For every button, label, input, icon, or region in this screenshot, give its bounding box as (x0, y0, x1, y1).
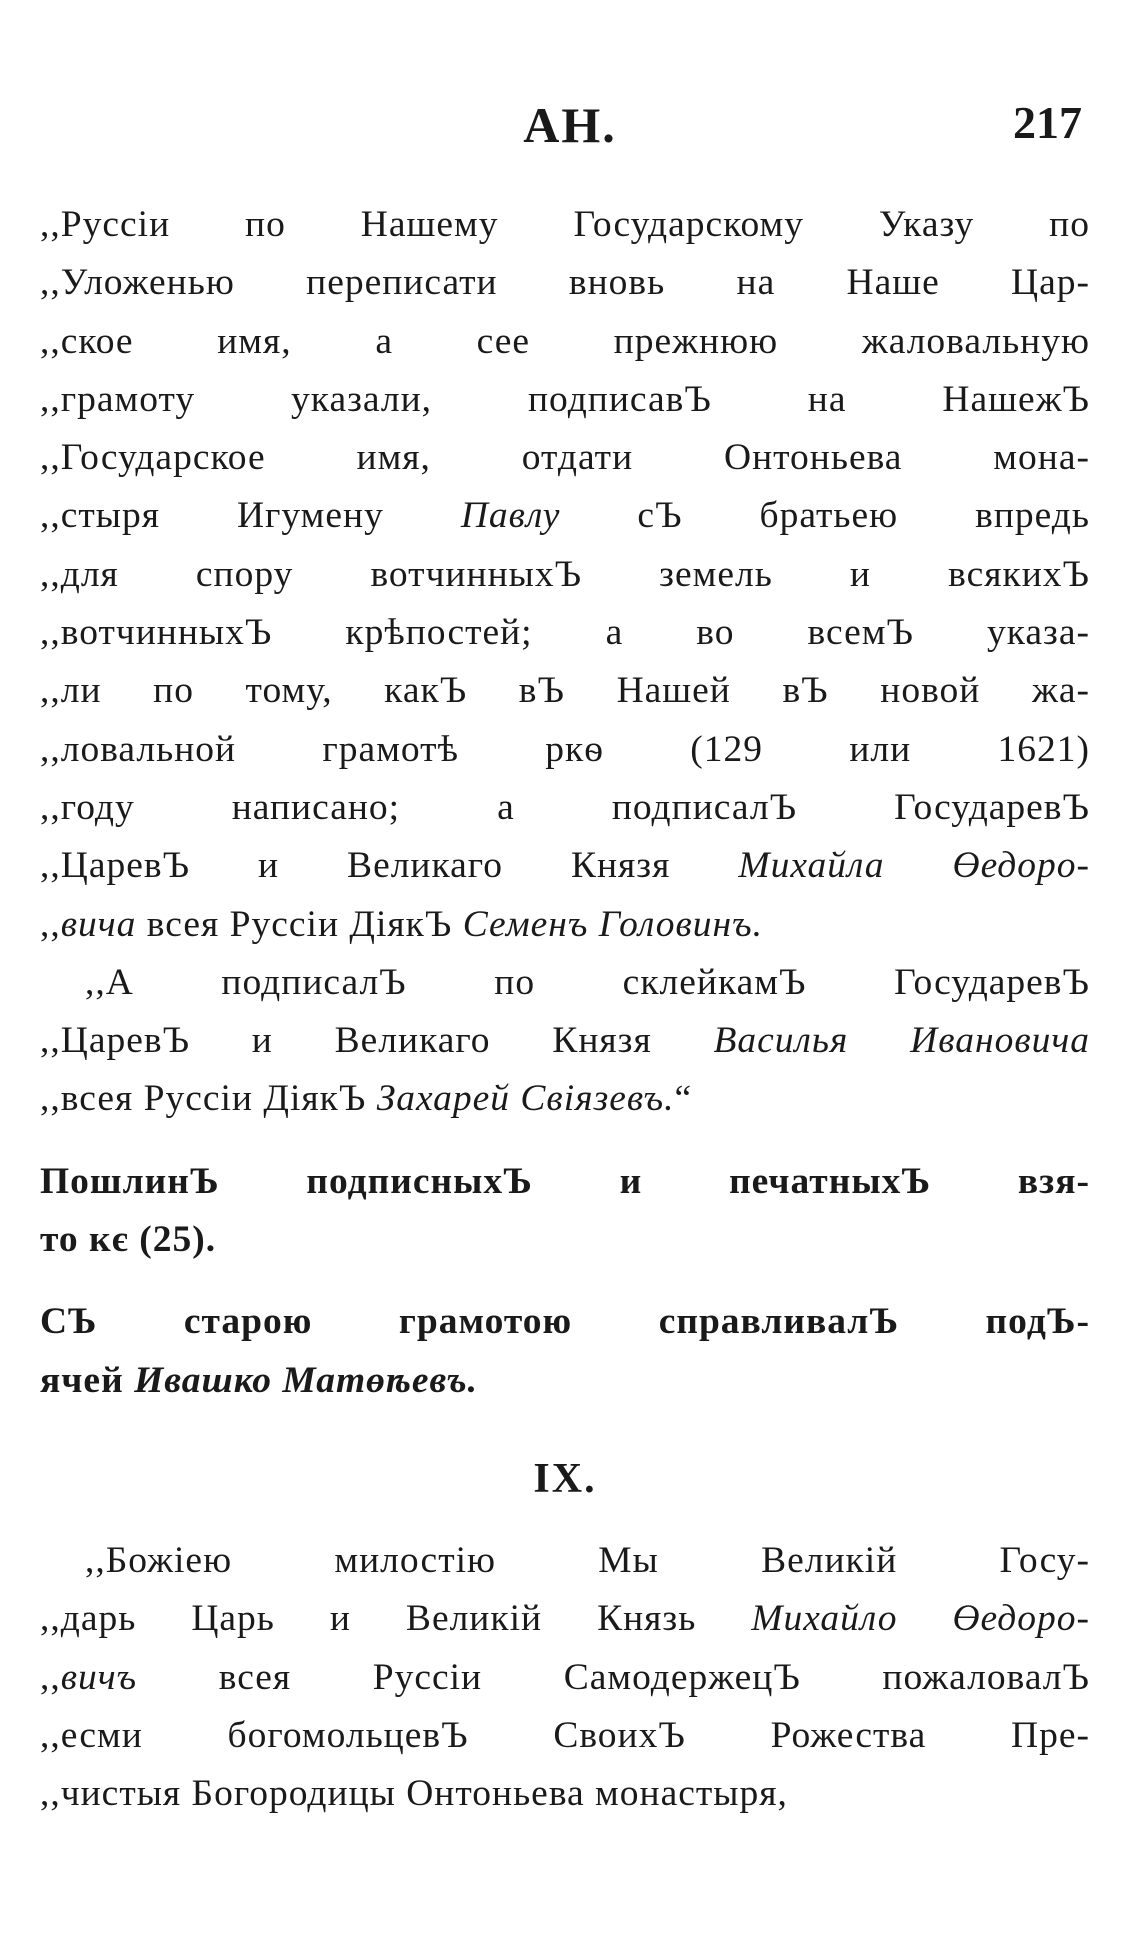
text-line (40, 954, 1090, 1012)
text-line (40, 1293, 1090, 1351)
text-segment: ,,дарь Царь и Великій Князь (40, 1598, 752, 1640)
text-line (40, 1649, 1090, 1707)
text-line (40, 1707, 1090, 1765)
text-segment: ,,есми богомольцевЪ СвоихЪ Рожества Пре- (40, 1714, 1090, 1756)
italic-text: Павлу (460, 495, 561, 537)
text-line (40, 779, 1090, 837)
text-line (40, 1590, 1090, 1648)
italic-text: вичъ (60, 1656, 138, 1698)
text-line (40, 1352, 1090, 1410)
text-segment: ,,Божіею милостію Мы Великій Госу- (85, 1539, 1090, 1581)
body-text (40, 196, 1090, 1823)
text-line (40, 837, 1090, 895)
text-line (40, 1765, 1090, 1823)
text-line (40, 546, 1090, 604)
paragraph-fees (40, 1153, 1090, 1270)
italic-text: Василья Ивановича (713, 1020, 1090, 1062)
text-segment: ,,грамоту указали, подписавЪ на НашежЪ (40, 378, 1090, 420)
text-segment: ,,чистыя Богородицы Онтоньева монастыря, (40, 1773, 788, 1815)
text-line (40, 1070, 1090, 1128)
paragraph-charter-continuation (40, 196, 1090, 954)
italic-text: Михайло Өедоро- (751, 1598, 1090, 1640)
italic-text: Захарей Свіязевъ. (376, 1078, 675, 1120)
text-segment: ,,Руссіи по Нашему Государскому Указу по (40, 204, 1090, 245)
text-segment: ,, (40, 1656, 61, 1698)
text-segment: ,,Уложенью переписати вновь на Наше Цар- (40, 262, 1090, 304)
text-segment: СЪ старою грамотою справливалЪ подЪ- (40, 1301, 1090, 1343)
section-title: IX. (533, 1455, 597, 1502)
text-line (40, 721, 1090, 779)
text-segment: ,,ское имя, а сее прежнюю жаловальную (40, 320, 1090, 362)
text-segment: ,,стыря Игумену (40, 495, 461, 537)
text-segment: всея Руссіи СамодержецЪ пожаловалЪ (137, 1656, 1090, 1698)
text-segment: то кє (25). (40, 1219, 217, 1261)
text-line (40, 196, 1090, 254)
text-segment: “ (674, 1078, 693, 1120)
text-segment: ,,году написано; а подписалЪ ГосударевЪ (40, 786, 1090, 828)
page-number: 217 (1013, 97, 1082, 148)
text-segment: ,, (40, 903, 61, 945)
text-segment: ячей (40, 1359, 135, 1401)
paragraph-signature-note (40, 954, 1090, 1129)
text-line (40, 1532, 1090, 1590)
paragraph-charter-ix (40, 1532, 1090, 1823)
text-line (40, 896, 1090, 954)
text-line (40, 254, 1090, 312)
italic-text: Семенъ Головинъ. (462, 903, 763, 945)
text-segment: ,,ловальной грамотѣ ркѳ (129 или 1621) (40, 728, 1090, 770)
text-segment: ,,ЦаревЪ и Великаго Князя (40, 845, 739, 887)
text-line (40, 429, 1090, 487)
text-segment: ,,Государское имя, отдати Онтоньева мона- (40, 437, 1090, 479)
text-line (40, 487, 1090, 545)
text-line (40, 313, 1090, 371)
text-segment: сЪ братьею впредь (560, 495, 1090, 537)
italic-text: Ивашко Матөѣевъ. (134, 1359, 478, 1401)
text-segment: ,,А подписалЪ по склейкамЪ ГосударевЪ (85, 961, 1090, 1003)
text-line (40, 1012, 1090, 1070)
paragraph-collation (40, 1293, 1090, 1410)
text-segment: ПошлинЪ подписныхЪ и печатныхЪ взя- (40, 1160, 1090, 1202)
italic-text: Михайла Өедоро- (738, 845, 1090, 887)
page-header (0, 96, 1140, 156)
running-head: АН. (523, 97, 617, 153)
text-segment: ,,ли по тому, какЪ вЪ Нашей вЪ новой жа- (40, 670, 1090, 712)
text-segment: ,,ЦаревЪ и Великаго Князя (40, 1020, 714, 1062)
text-line (40, 604, 1090, 662)
italic-text: вича (60, 903, 137, 945)
text-segment: ,,всея Руссіи ДіякЪ (40, 1078, 377, 1120)
text-line (40, 1153, 1090, 1211)
text-segment: всея Руссіи ДіякЪ (136, 903, 463, 945)
text-line (40, 371, 1090, 429)
text-line (40, 662, 1090, 720)
text-line (40, 1211, 1090, 1269)
text-segment: ,,для спору вотчинныхЪ земель и всякихЪ (40, 553, 1090, 595)
text-segment: ,,вотчинныхЪ крѣпостей; а во всемЪ указа- (40, 612, 1090, 654)
